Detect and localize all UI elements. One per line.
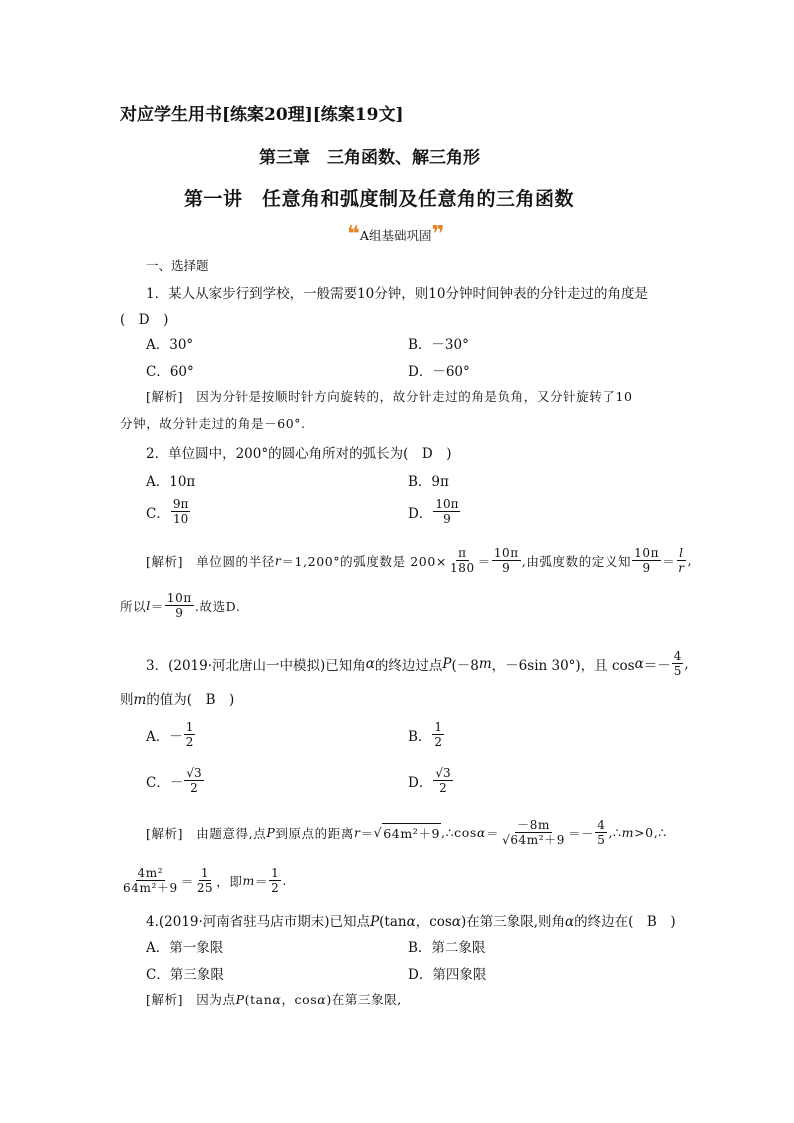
sqrt-sign: √ <box>373 825 383 840</box>
var-m: m <box>242 873 255 888</box>
var-p: P <box>370 914 380 930</box>
fraction-1-25 <box>195 866 215 895</box>
stem-text: 4.(2019·河南省驻马店市期末)已知点 <box>146 914 371 930</box>
q2-stem: 2．单位圆中，200°的圆心角所对的弧长为( D ) <box>146 446 452 462</box>
q2-option-d-fraction <box>433 497 460 526</box>
stem-text: )在第三象限,则角 <box>460 914 566 930</box>
comma: , <box>687 553 693 568</box>
var-alpha: α <box>365 655 375 672</box>
section-title: 一、选择题 <box>146 258 209 273</box>
expl-text: ＝－ <box>568 825 595 841</box>
stem-text: 则 <box>120 692 134 708</box>
fraction <box>184 720 196 749</box>
q2-option-b: B．9π <box>408 474 449 490</box>
document-header: 对应学生用书[练案20理][练案19文] <box>120 105 404 125</box>
q1-explanation-line2: 分钟，故分针走过的角是－60°. <box>120 416 306 431</box>
fraction-numerator: √3 <box>435 766 451 780</box>
q1-option-d: D．－60° <box>408 364 470 380</box>
stem-text: 的值为( B ) <box>146 692 235 708</box>
q2-option-d <box>408 497 461 526</box>
stem-text: 的终边在( B ) <box>574 914 676 930</box>
var-m: m <box>621 825 635 840</box>
q1-answer: ( D ) <box>120 312 169 328</box>
fraction-denominator: 180 <box>449 561 475 575</box>
fraction-l-r <box>676 546 686 575</box>
fraction-4m2 <box>121 866 180 895</box>
q3-stem <box>146 649 689 678</box>
comma: , <box>684 655 689 672</box>
right-quote-icon: ❞ <box>431 222 445 247</box>
q1-option-a: A．30° <box>146 337 194 353</box>
q1-option-c: C．60° <box>146 364 194 380</box>
q3-explanation-line2 <box>120 866 287 895</box>
var-r: r <box>274 553 282 568</box>
fraction-numerator: 4 <box>673 649 682 663</box>
fraction-cos <box>500 818 567 847</box>
var-alpha: α <box>565 914 575 930</box>
expl-text: [解析] 因为点 <box>146 992 236 1007</box>
fraction-numerator: 10π <box>634 546 660 560</box>
fraction-denominator: 2 <box>434 735 443 749</box>
q1-option-b: B．－30° <box>408 337 469 353</box>
q2-option-c-label: C． <box>146 505 170 522</box>
fraction-denominator: 64m²＋9 <box>123 881 178 895</box>
fraction-denominator: 10 <box>172 512 189 526</box>
fraction <box>433 766 452 795</box>
q4-explanation-line1 <box>146 990 402 1008</box>
expl-text: . <box>282 873 287 888</box>
fraction-denominator: 25 <box>196 881 214 895</box>
q4-stem <box>146 910 676 930</box>
stem-text: ，－6sin 30°)，且 cos <box>491 657 635 674</box>
equals-sign: ＝ <box>662 553 676 569</box>
q2-option-c <box>146 497 191 526</box>
stem-text: (－8 <box>451 657 479 674</box>
stem-text: 3．(2019·河北唐山一中模拟)已知角 <box>146 657 366 674</box>
q3-option-d <box>408 766 454 795</box>
fraction-10pi-9 <box>632 546 661 575</box>
var-alpha: α <box>406 914 416 930</box>
stem-text: ，cos <box>415 914 452 930</box>
group-label: A组基础巩固 <box>359 228 432 243</box>
q4-option-b: B．第二象限 <box>408 940 486 956</box>
expl-text: ,∴ <box>608 825 622 840</box>
fraction-numerator: 1 <box>434 720 443 734</box>
fraction-denominator: 9 <box>502 561 511 575</box>
fraction-denominator: 9 <box>642 561 651 575</box>
var-p: P <box>235 992 245 1007</box>
equals-sign: ＝ <box>254 873 269 889</box>
expl-text: ,由弧度数的定义知 <box>521 553 632 569</box>
lecture-title: 第一讲 任意角和弧度制及任意角的三角函数 <box>184 188 575 210</box>
fraction-denominator: 2 <box>190 781 198 795</box>
fraction-denominator: 5 <box>673 664 682 678</box>
expl-text: ，cos <box>281 992 318 1007</box>
stem-text: 的终边过点 <box>374 657 443 674</box>
q2-option-a: A．10π <box>146 474 196 490</box>
q2-explanation-line2 <box>120 591 240 620</box>
q2-option-d-label: D． <box>408 505 433 522</box>
chapter-title: 第三章 三角函数、解三角形 <box>259 148 480 168</box>
expl-text: ,∴cos <box>441 825 477 840</box>
var-r: r <box>353 825 361 840</box>
option-label: D． <box>408 774 433 791</box>
fraction-numerator: 10π <box>166 591 192 605</box>
var-alpha: α <box>634 655 644 672</box>
fraction-numerator: 1 <box>271 866 280 880</box>
q2-explanation-line1 <box>146 546 692 575</box>
equals-sign: ＝ <box>477 553 491 569</box>
fraction-10pi-9 <box>492 546 521 575</box>
q4-option-d: D．第四象限 <box>408 967 487 983</box>
var-alpha: α <box>476 825 486 840</box>
var-m: m <box>478 655 492 672</box>
fraction-numerator: 9π <box>172 497 189 511</box>
fraction-10pi-9 <box>165 591 194 620</box>
fraction-denominator: 2 <box>271 881 280 895</box>
q1-stem: 1．某人从家步行到学校，一般需要10分钟，则10分钟时间钟表的分针走过的角度是 <box>146 286 648 302</box>
expl-text: ＝1,200°的弧度数是 200× <box>281 553 447 569</box>
var-alpha: α <box>272 992 282 1007</box>
var-p: P <box>442 655 452 672</box>
fraction-denominator: 9 <box>443 512 451 526</box>
expl-text: (tan <box>244 992 273 1007</box>
stem-text: ＝－ <box>643 657 671 674</box>
fraction-1-2 <box>269 866 281 895</box>
option-label: B． <box>408 728 432 745</box>
expl-text: ，即 <box>216 873 243 889</box>
var-p: P <box>266 825 276 840</box>
sqrt-body: 64m²＋9 <box>382 823 441 842</box>
q4-option-a: A．第一象限 <box>146 940 224 956</box>
expl-text: 到原点的距离 <box>275 825 354 841</box>
fraction-4-5 <box>672 649 684 678</box>
equals-sign: ＝ <box>485 825 500 841</box>
q3-option-c <box>146 766 205 795</box>
fraction-numerator: 10π <box>435 497 459 511</box>
fraction-denominator: √64m²＋9 <box>502 833 566 847</box>
fraction-numerator: 1 <box>200 866 210 880</box>
fraction-numerator: √3 <box>186 766 202 780</box>
expl-text: 所以 <box>120 598 147 614</box>
q3-stem-line2 <box>120 688 234 708</box>
fraction-numerator: 4m² <box>137 866 164 880</box>
option-label: C．－ <box>146 774 184 791</box>
option-label: A．－ <box>146 728 183 745</box>
expl-text: [解析] 单位圆的半径 <box>146 553 275 569</box>
expl-text: .故选D. <box>194 598 241 614</box>
q2-option-c-fraction <box>171 497 191 526</box>
fraction <box>184 766 203 795</box>
var-m: m <box>133 692 147 708</box>
q3-option-b <box>408 720 445 749</box>
fraction <box>432 720 444 749</box>
group-badge <box>347 222 445 247</box>
var-l: l <box>146 598 151 613</box>
fraction-numerator: l <box>679 546 684 560</box>
fraction-denominator: 2 <box>185 735 194 749</box>
q4-option-c: C．第三象限 <box>146 967 224 983</box>
fraction-numerator: 1 <box>185 720 194 734</box>
var-alpha: α <box>317 992 327 1007</box>
fraction-numerator: 4 <box>597 818 606 832</box>
q1-explanation-line1: [解析] 因为分针是按顺时针方向旋转的，故分针走过的角是负角，又分针旋转了10 <box>146 389 633 404</box>
fraction-numerator: π <box>458 546 467 560</box>
fraction-numerator: －8m <box>517 818 550 832</box>
q3-explanation-line1 <box>146 818 667 847</box>
fraction-4-5 <box>595 818 607 847</box>
fraction-pi-180 <box>448 546 477 575</box>
fraction-denominator: r <box>678 561 685 575</box>
stem-text: (tan <box>379 914 407 930</box>
expl-text: >0,∴ <box>634 825 667 840</box>
expl-text: [解析] 由题意得,点 <box>146 825 267 841</box>
fraction-denominator: 9 <box>175 606 184 620</box>
equals-sign: ＝ <box>180 873 194 889</box>
equals-sign: ＝ <box>150 598 164 614</box>
q3-option-a <box>146 720 196 749</box>
equals-sign: ＝ <box>360 825 374 841</box>
left-quote-icon: ❝ <box>347 222 360 247</box>
fraction-numerator: 10π <box>493 546 519 560</box>
fraction-denominator: 2 <box>439 781 447 795</box>
var-alpha: α <box>451 914 461 930</box>
expl-text: )在第三象限, <box>326 992 402 1007</box>
fraction-denominator: 5 <box>597 833 606 847</box>
